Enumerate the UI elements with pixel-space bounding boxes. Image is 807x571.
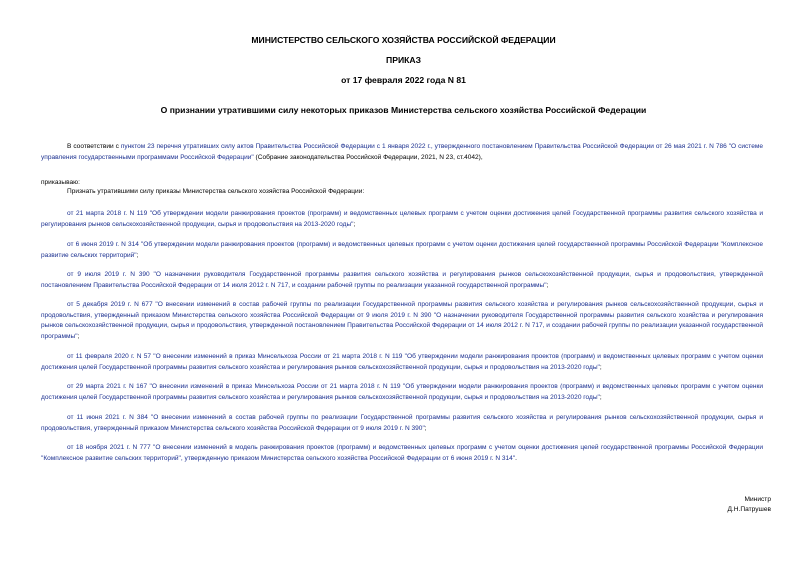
list-item bbox=[41, 443, 763, 464]
doc-type-heading: ПРИКАЗ bbox=[386, 55, 421, 65]
list-item bbox=[41, 352, 763, 373]
list-item-tail: ; bbox=[599, 393, 602, 401]
preamble-paragraph bbox=[41, 142, 763, 163]
list-item bbox=[41, 240, 763, 261]
list-item-link[interactable]: от 9 июля 2019 г. N 390 "О назначении руководителя Государственной программы развития сельского хозяйства и регулирования рынков сельскохозяйственной продукции, сырья и продовольствия, утвержденной постановлением Правительства Российской Федерации от 14 июля 2012 г. N 717, и создании рабочей группы по реализации указанной государственной программы" bbox=[41, 271, 763, 289]
preamble-text-before: В соответствии с bbox=[67, 143, 121, 150]
list-item-link[interactable]: от 21 марта 2018 г. N 119 "Об утверждении модели ранжирования проектов (программ) и ведомственных целевых программ с учетом оценки достижения целей Государственной программы развития сельского хозяйства и регулирования рынков сельскохозяйственной продукции, сырья и продовольствия на 2013-2020 годы" bbox=[41, 210, 763, 228]
list-item bbox=[41, 209, 763, 230]
subject-heading: О признании утратившими силу некоторых приказов Министерства сельского хозяйства Российской Федерации bbox=[160, 105, 647, 115]
list-item-tail: ; bbox=[599, 363, 602, 371]
signature-name: Д.Н.Патрушев bbox=[727, 506, 771, 513]
list-item-link[interactable]: от 29 марта 2021 г. N 167 "О внесении изменений в приказ Минсельхоза России от 21 марта 2018 г. N 119 "Об утверждении модели ранжирования проектов (программ) и ведомственных целевых программ с учетом оценки достижения целей Государственной программы развития сельского хозяйства и регулирования рынков сельскохозяйственной продукции, сырья и продовольствия на 2013-2020 годы" bbox=[41, 383, 763, 401]
list-item-tail: ; bbox=[77, 332, 80, 340]
list-item bbox=[41, 270, 763, 291]
list-item-link[interactable]: от 18 ноября 2021 г. N 777 "О внесении изменений в модель ранжирования проектов (программ) и ведомственных целевых программ с учетом оценки достижения целей государственной программы Российской Федерации "Комплексное развитие сельских территорий", утвержденную приказом Министерства сельского хозяйства Российской Федерации от 6 июня 2019 г. N 314" bbox=[41, 444, 763, 462]
preamble-link[interactable]: пунктом 23 перечня утративших силу актов Правительства Российской Федерации с 1 января 2022 г., утвержденного постановлением Правительства Российской Федерации от 26 мая 2021 г. N 786 "О системе управления государственными программами Российской Федерации" bbox=[41, 143, 763, 161]
list-item-tail: ; bbox=[353, 220, 356, 228]
signature-position: Министр bbox=[744, 496, 771, 503]
preamble-text-after: (Собрание законодательства Российской Федерации, 2021, N 23, ст.4042), bbox=[253, 153, 483, 161]
list-item-link[interactable]: от 11 февраля 2020 г. N 57 "О внесении изменений в приказ Минсельхоза России от 21 марта 2018 г. N 119 "Об утверждении модели ранжирования проектов (программ) и ведомственных целевых программ с учетом оценки достижения целей Государственной программы развития сельского хозяйства и регулирования рынков сельскохозяйственной продукции, сырья и продовольствия на 2013-2020 годы" bbox=[41, 353, 763, 371]
date-number-heading: от 17 февраля 2022 года N 81 bbox=[341, 75, 466, 85]
list-item-tail: ; bbox=[424, 424, 427, 432]
list-item-tail: ; bbox=[136, 251, 139, 259]
list-item bbox=[41, 413, 763, 434]
list-item-tail: . bbox=[515, 454, 517, 462]
list-item bbox=[41, 300, 763, 342]
ministry-heading: МИНИСТЕРСТВО СЕЛЬСКОГО ХОЗЯЙСТВА РОССИЙСКОЙ ФЕДЕРАЦИИ bbox=[251, 35, 556, 45]
list-item-tail: ; bbox=[546, 281, 549, 289]
order-word: приказываю: bbox=[41, 179, 80, 186]
intro-paragraph: Признать утратившими силу приказы Министерства сельского хозяйства Российской Федерации: bbox=[67, 188, 365, 195]
list-item-link[interactable]: от 6 июня 2019 г. N 314 "Об утверждении модели ранжирования проектов (программ) и ведомственных целевых программ с учетом оценки достижения целей государственной программы Российской Федерации "Комплексное развитие сельских территорий" bbox=[41, 241, 763, 259]
list-item-link[interactable]: от 5 декабря 2019 г. N 677 "О внесении изменений в состав рабочей группы по реализации Государственной программы развития сельского хозяйства и регулирования рынков сельскохозяйственной продукции, сырья и продовольствия, утвержденный приказом Министерства сельского хозяйства Российской Федерации от 9 июля 2019 г. N 390 "О назначении руководителя Государственной программы развития сельского хозяйства и регулирования рынков сельскохозяйственной продукции, сырья и продовольствия, утвержденной постановлением Правительства Российской Федерации от 14 июля 2012 г. N 717, и создании рабочей группы по реализации указанной государственной программы" bbox=[41, 301, 763, 340]
list-item bbox=[41, 382, 763, 403]
list-item-link[interactable]: от 11 июня 2021 г. N 384 "О внесении изменений в состав рабочей группы по реализации Государственной программы развития сельского хозяйства и регулирования рынков сельскохозяйственной продукции, сырья и продовольствия, утвержденный приказом Министерства сельского хозяйства Российской Федерации от 9 июля 2019 г. N 390" bbox=[41, 414, 763, 432]
